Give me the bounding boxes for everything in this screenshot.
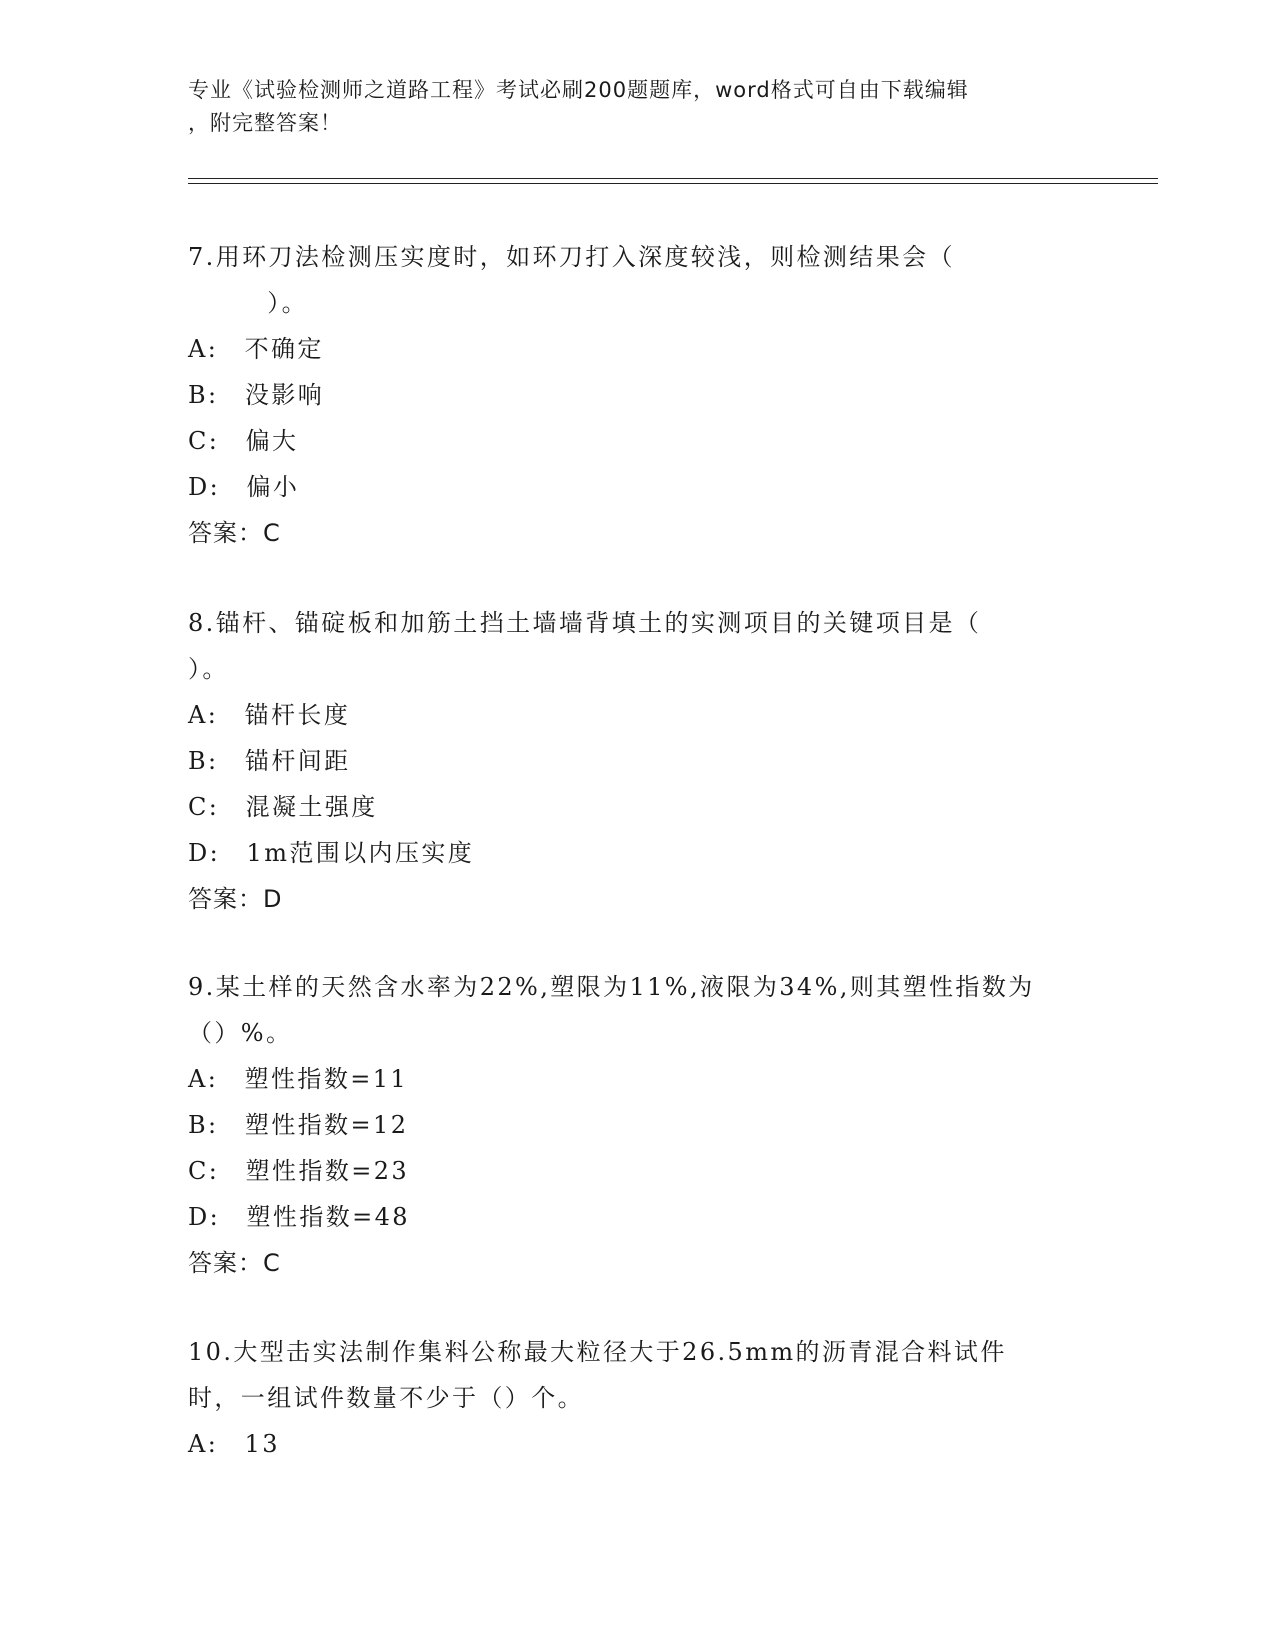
option-d: D: 塑性指数=48 [188, 1203, 410, 1231]
option-c: C: 塑性指数=23 [188, 1157, 410, 1185]
option-a: A: 锚杆长度 [188, 701, 351, 729]
question-stem: 10.大型击实法制作集料公称最大粒径大于26.5mm的沥青混合料试件 时，一组试件数量不少于（）个。 [188, 1338, 1007, 1412]
option-b: B: 没影响 [188, 381, 325, 409]
question-stem: 8.锚杆、锚碇板和加筋土挡土墙墙背填土的实测项目的关键项目是（ ）。 [188, 609, 982, 683]
option-a: A: 不确定 [188, 335, 324, 363]
question-7 [188, 234, 1088, 556]
document-header: 专业《试验检测师之道路工程》考试必刷200题题库，word格式可自由下载编辑 ，附完整答案！ [188, 78, 969, 135]
question-10 [188, 1329, 1088, 1467]
option-b: B: 锚杆间距 [188, 747, 351, 775]
answer: 答案：C [188, 1249, 281, 1277]
question-stem: 7.用环刀法检测压实度时，如环刀打入深度较浅，则检测结果会（ ）。 [188, 243, 955, 317]
option-a: A: 13 [188, 1430, 280, 1458]
option-d: D: 1m范围以内压实度 [188, 839, 475, 867]
answer: 答案：C [188, 519, 281, 547]
question-8 [188, 600, 1088, 922]
question-stem: 9.某土样的天然含水率为22%,塑限为11%,液限为34%,则其塑性指数为 （）%。 [188, 973, 1035, 1047]
option-c: C: 混凝土强度 [188, 793, 378, 821]
option-a: A: 塑性指数=11 [188, 1065, 409, 1093]
header-divider-top [188, 178, 1158, 179]
option-d: D: 偏小 [188, 473, 300, 501]
option-c: C: 偏大 [188, 427, 299, 455]
header-divider-bottom [188, 183, 1158, 184]
option-b: B: 塑性指数=12 [188, 1111, 409, 1139]
question-9 [188, 964, 1088, 1286]
answer: 答案：D [188, 885, 283, 913]
